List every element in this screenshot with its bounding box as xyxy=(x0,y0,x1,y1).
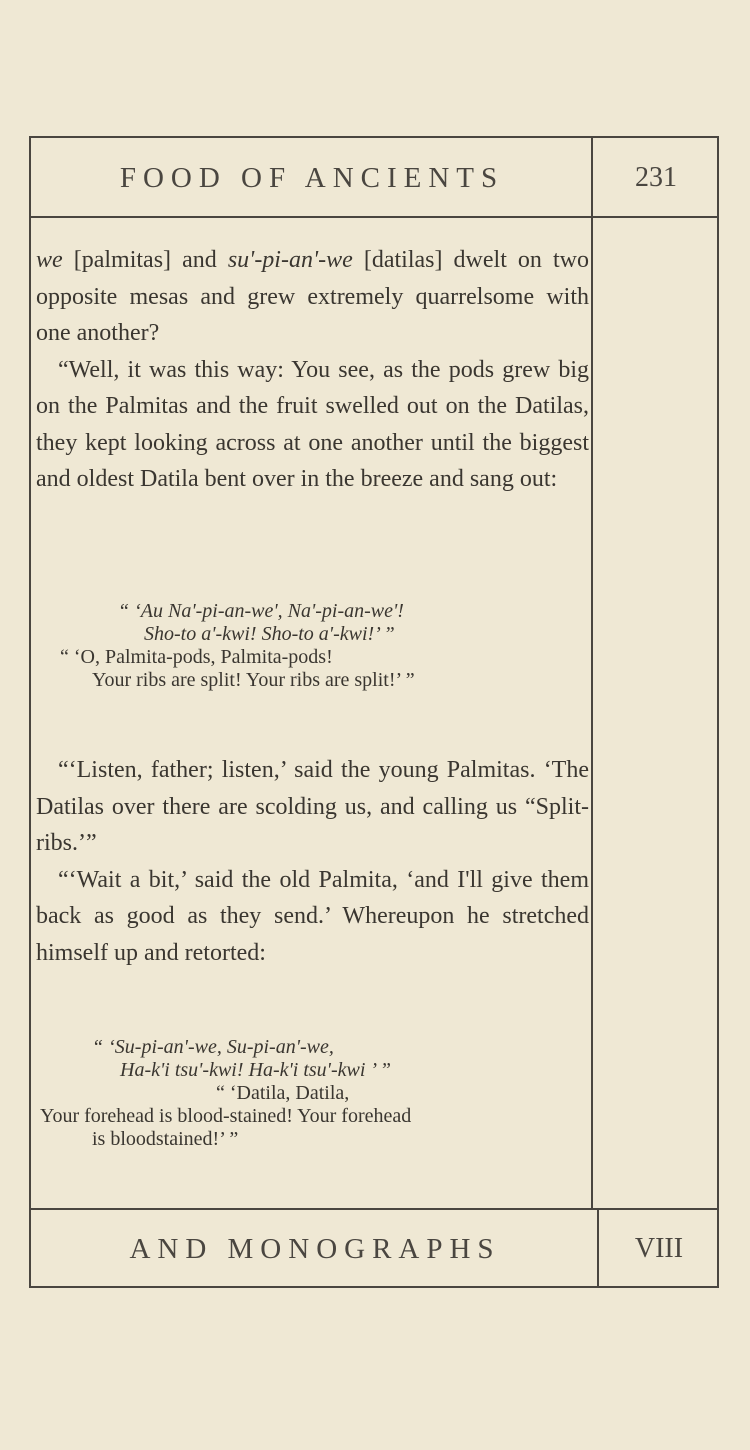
term-palmitas: [palmitas] and xyxy=(62,247,228,273)
main-text xyxy=(36,242,589,498)
song-palmita-english-1: “ ‘Datila, Datila, xyxy=(216,1082,350,1104)
paragraph-1-rest: [datilas] dwelt on two opposite mesas and grew extremely quarrelsome with one another? xyxy=(36,247,590,346)
running-head: FOOD OF ANCIENTS xyxy=(119,161,505,194)
song-palmita xyxy=(36,1036,591,1151)
song-datila-english-1: “ ‘O, Palmita-pods, Palmita-pods! xyxy=(60,646,333,668)
margin-column-rule xyxy=(591,138,593,1210)
footer-title: AND MONOGRAPHS xyxy=(129,1232,501,1265)
page-frame xyxy=(29,136,719,1288)
main-text-2 xyxy=(36,752,589,971)
song-datila xyxy=(36,600,591,692)
term-supiananwe: su'-pi-an'-we xyxy=(227,247,353,273)
song-palmita-zuni-2: Ha-k'i tsu'-kwi! Ha-k'i tsu'-kwi ’ ” xyxy=(120,1059,391,1081)
song-datila-english-2: Your ribs are split! Your ribs are split!’ ” xyxy=(92,669,415,691)
paragraph-2: “Well, it was this way: You see, as the pods grew big on the Palmitas and the fruit swelled out on the Datilas, they kept looking across at one another until the biggest and oldest Datila bent over in the breeze and sang out: xyxy=(36,356,589,492)
song-datila-zuni-1: “ ‘Au Na'-pi-an-we', Na'-pi-an-we'! xyxy=(118,600,404,622)
volume-number: VIII xyxy=(634,1233,684,1264)
song-palmita-english-2: Your forehead is blood-stained! Your forehead xyxy=(40,1105,412,1127)
song-palmita-zuni-1: “ ‘Su-pi-an'-we, Su-pi-an'-we, xyxy=(92,1036,334,1058)
song-datila-zuni-2: Sho-to a'-kwi! Sho-to a'-kwi!’ ” xyxy=(144,623,395,645)
song-palmita-english-3: is bloodstained!’ ” xyxy=(92,1128,239,1150)
paragraph-1 xyxy=(36,242,589,352)
page-number: 231 xyxy=(635,162,677,193)
term-we: we xyxy=(36,247,63,273)
paragraph-4: “‘Wait a bit,’ said the old Palmita, ‘and I'll give them back as good as they send.’ Whereupon he stretched himself up and retorted: xyxy=(36,866,589,966)
paragraph-3: “‘Listen, father; listen,’ said the young Palmitas. ‘The Datilas over there are scolding us, and calling us “Split-ribs.’” xyxy=(36,757,589,856)
